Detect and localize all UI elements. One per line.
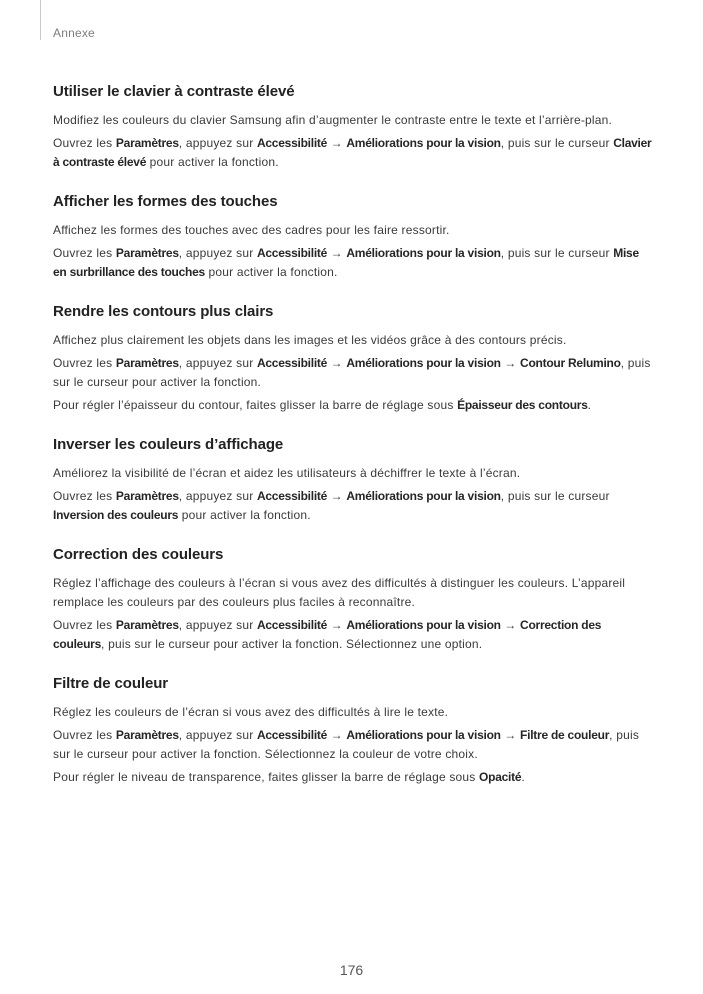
bold-term: Filtre de couleur: [520, 727, 610, 742]
text-run: →: [327, 355, 347, 370]
paragraph: [53, 574, 663, 612]
bold-term: Améliorations pour la vision: [346, 488, 501, 503]
text-run: Modifiez les couleurs du clavier Samsung afin d’augmenter le contraste entre le texte et l’arrière-plan.: [53, 112, 613, 127]
text-run: Pour régler le niveau de transparence, faites glisser la barre de réglage sous: [53, 769, 480, 784]
text-line: [53, 574, 663, 593]
section-heading: Afficher les formes des touches: [53, 193, 278, 210]
bold-term: Paramètres: [115, 727, 179, 742]
bold-term: Épaisseur des contours: [457, 397, 588, 412]
bold-term: Opacité: [479, 769, 522, 784]
paragraph: [53, 616, 663, 654]
text-line: [53, 593, 663, 612]
paragraph: [53, 244, 663, 282]
text-run: , puis sur le curseur: [500, 488, 610, 503]
text-run: →: [500, 355, 521, 370]
section-heading: Correction des couleurs: [53, 546, 224, 563]
text-run: →: [327, 488, 347, 503]
text-line: [53, 331, 663, 350]
page-content: [53, 81, 663, 787]
bold-term: couleurs: [53, 636, 102, 651]
section: [53, 81, 663, 172]
text-run: , appuyez sur: [178, 245, 257, 260]
bold-term: Améliorations pour la vision: [346, 727, 501, 742]
text-line: [53, 703, 663, 722]
text-run: , appuyez sur: [178, 355, 257, 370]
paragraph: [53, 354, 663, 392]
bold-term: Accessibilité: [256, 617, 328, 632]
text-run: .: [587, 397, 592, 412]
text-run: Pour régler l’épaisseur du contour, faites glisser la barre de réglage sous: [53, 397, 458, 412]
bold-term: Paramètres: [115, 617, 179, 632]
bold-term: Accessibilité: [256, 727, 328, 742]
text-run: →: [500, 617, 521, 632]
paragraph: [53, 726, 663, 764]
bold-term: Améliorations pour la vision: [346, 135, 501, 150]
text-run: pour activer la fonction.: [146, 154, 279, 169]
bold-term: Paramètres: [115, 135, 179, 150]
bold-term: à contraste élevé: [53, 154, 147, 169]
paragraph: [53, 464, 663, 483]
text-run: Affichez les formes des touches avec des cadres pour les faire ressortir.: [53, 222, 450, 237]
bold-term: Correction des: [520, 617, 602, 632]
text-line: [53, 396, 663, 415]
bold-term: Améliorations pour la vision: [346, 617, 501, 632]
text-line: [53, 487, 663, 506]
text-line: [53, 635, 663, 654]
bold-term: Inversion des couleurs: [53, 507, 179, 522]
section-label: Annexe: [53, 26, 95, 40]
text-line: [53, 263, 663, 282]
section-heading: Utiliser le clavier à contraste élevé: [53, 83, 295, 100]
paragraph: [53, 221, 663, 240]
bold-term: Paramètres: [115, 488, 179, 503]
bold-term: Améliorations pour la vision: [346, 245, 501, 260]
bold-term: Paramètres: [115, 245, 179, 260]
paragraph: [53, 134, 663, 172]
text-line: [53, 221, 663, 240]
text-run: pour activer la fonction.: [204, 264, 338, 279]
text-run: sur le curseur pour activer la fonction. Sélectionnez la couleur de votre choix.: [53, 746, 478, 761]
text-run: , puis: [620, 355, 651, 370]
paragraph: [53, 768, 663, 787]
text-run: , puis: [609, 727, 640, 742]
text-run: Réglez l’affichage des couleurs à l’écran si vous avez des difficultés à distinguer les couleurs. L’appareil: [53, 575, 626, 590]
text-run: →: [327, 245, 347, 260]
section-heading: Rendre les contours plus clairs: [53, 303, 274, 320]
text-run: Ouvrez les: [53, 617, 116, 632]
header-rule: [40, 0, 41, 40]
bold-term: Accessibilité: [256, 488, 328, 503]
bold-term: Clavier: [613, 135, 652, 150]
text-run: , puis sur le curseur pour activer la fonction. Sélectionnez une option.: [101, 636, 483, 651]
text-run: Ouvrez les: [53, 488, 116, 503]
text-run: Affichez plus clairement les objets dans les images et les vidéos grâce à des contours précis.: [53, 332, 567, 347]
section: [53, 434, 663, 525]
text-run: , puis sur le curseur: [500, 135, 614, 150]
paragraph: [53, 331, 663, 350]
bold-term: Mise: [613, 245, 639, 260]
text-line: [53, 745, 663, 764]
text-line: [53, 134, 663, 153]
section: [53, 544, 663, 654]
paragraph: [53, 487, 663, 525]
section-heading: Inverser les couleurs d’affichage: [53, 436, 284, 453]
text-run: , appuyez sur: [178, 488, 257, 503]
page-number: 176: [339, 962, 364, 978]
bold-term: en surbrillance des touches: [53, 264, 205, 279]
text-run: sur le curseur pour activer la fonction.: [53, 374, 262, 389]
paragraph: [53, 703, 663, 722]
text-line: [53, 373, 663, 392]
text-line: [53, 464, 663, 483]
text-run: →: [327, 727, 347, 742]
section: [53, 191, 663, 282]
text-run: Ouvrez les: [53, 727, 116, 742]
text-run: →: [500, 727, 521, 742]
bold-term: Accessibilité: [256, 135, 328, 150]
text-run: pour activer la fonction.: [178, 507, 311, 522]
text-line: [53, 726, 663, 745]
bold-term: Contour Relumino: [520, 355, 621, 370]
text-run: , appuyez sur: [178, 135, 257, 150]
text-line: [53, 616, 663, 635]
text-run: →: [327, 617, 347, 632]
text-run: Ouvrez les: [53, 355, 116, 370]
paragraph: [53, 111, 663, 130]
section: [53, 673, 663, 787]
text-run: →: [327, 135, 347, 150]
text-run: .: [521, 769, 525, 784]
text-line: [53, 354, 663, 373]
text-run: remplace les couleurs par des couleurs plus faciles à reconnaître.: [53, 594, 416, 609]
bold-term: Améliorations pour la vision: [346, 355, 501, 370]
bold-term: Accessibilité: [256, 245, 328, 260]
text-line: [53, 244, 663, 263]
text-line: [53, 111, 663, 130]
text-run: Améliorez la visibilité de l’écran et aidez les utilisateurs à déchiffrer le texte à l’écran.: [53, 465, 521, 480]
text-run: , puis sur le curseur: [500, 245, 614, 260]
section: [53, 301, 663, 415]
text-run: , appuyez sur: [178, 727, 257, 742]
bold-term: Accessibilité: [256, 355, 328, 370]
paragraph: [53, 396, 663, 415]
text-line: [53, 153, 663, 172]
text-run: , appuyez sur: [178, 617, 257, 632]
text-run: Ouvrez les: [53, 135, 116, 150]
text-run: Réglez les couleurs de l’écran si vous avez des difficultés à lire le texte.: [53, 704, 449, 719]
text-run: Ouvrez les: [53, 245, 116, 260]
section-heading: Filtre de couleur: [53, 675, 168, 692]
text-line: [53, 506, 663, 525]
bold-term: Paramètres: [115, 355, 179, 370]
text-line: [53, 768, 663, 787]
